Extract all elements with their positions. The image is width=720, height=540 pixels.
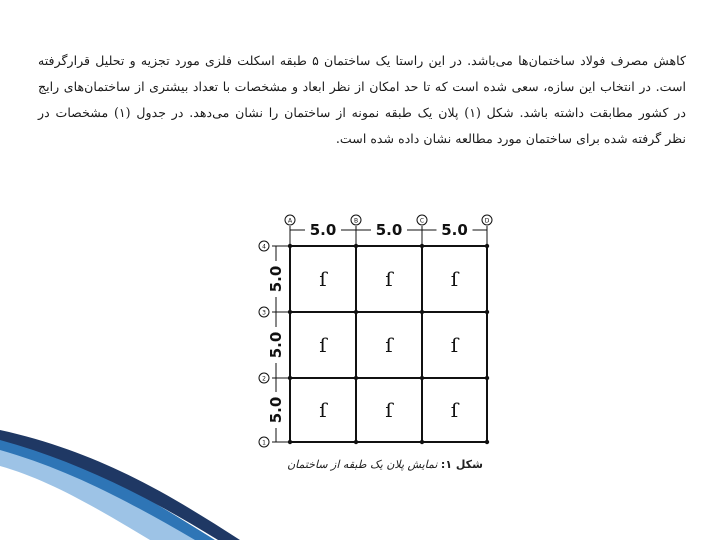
figure-caption-label: شکل ۱: <box>440 458 483 471</box>
grid-joint <box>288 310 292 314</box>
grid-joint <box>354 310 358 314</box>
slab-direction-symbol: ſ <box>450 267 459 291</box>
axis-label-2: 2 <box>262 375 266 383</box>
grid-joint <box>485 376 489 380</box>
grid-joint <box>354 244 358 248</box>
body-line-1: کاهش مصرف فولاد ساختمان‌ها می‌باشد. در این راستا یک ساختمان ۵ طبقه اسکلت فلزی مورد تجزیه و تحلیل قرارگرفته <box>38 53 686 68</box>
grid-joint <box>288 244 292 248</box>
axis-label-4: 4 <box>262 243 266 251</box>
slab-direction-symbol: ſ <box>385 333 393 357</box>
slab-direction-symbol: ſ <box>319 333 327 357</box>
top-dim-label: 5.0 <box>441 221 468 239</box>
slab-direction-symbol: ſ <box>450 333 459 357</box>
axis-label-1: 1 <box>262 439 266 447</box>
swoosh-mid-band <box>0 434 215 540</box>
axis-label-D: D <box>484 217 490 225</box>
slab-direction-symbol: ſ <box>450 398 459 422</box>
floor-plan-drawing <box>250 210 510 450</box>
left-dim-label: 5.0 <box>267 331 285 359</box>
slab-direction-symbol: ſ <box>385 267 393 291</box>
top-dim-label: 5.0 <box>375 221 403 239</box>
figure-caption-text: نمایش پلان یک طبقه از ساختمان <box>287 458 441 471</box>
body-line-3: در کشور مطابقت داشته باشد. شکل (۱) پلان یک طبقه نمونه از ساختمان را نشان می‌دهد. در جدول (۱) مشخصات در <box>38 105 686 120</box>
slab-direction-symbol: ſ <box>319 398 327 422</box>
slab-direction-symbol: ſ <box>385 398 393 422</box>
swoosh-dark-band <box>0 430 240 540</box>
top-dim-label: 5.0 <box>309 221 337 239</box>
grid-joint <box>420 376 424 380</box>
grid-joint <box>485 310 489 314</box>
grid-joint <box>420 244 424 248</box>
left-dim-label: 5.0 <box>267 265 285 293</box>
body-paragraph <box>38 48 686 152</box>
decorative-swoosh <box>0 430 720 540</box>
axis-label-C: C <box>419 217 425 225</box>
axis-label-B: B <box>353 217 359 225</box>
floor-plan-figure <box>250 210 510 450</box>
grid-joint <box>420 310 424 314</box>
body-line-2: است. در انتخاب این سازه، سعی شده است که تا حد امکان از نظر ابعاد و مشخصات با تعداد بیشتری از ساختمان‌های رایج <box>38 79 686 94</box>
grid-joint <box>288 376 292 380</box>
axis-label-A: A <box>287 217 293 225</box>
slab-direction-symbol: ſ <box>319 267 327 291</box>
body-line-4: نظر گرفته شده برای ساختمان مورد مطالعه نشان داده شده است. <box>335 131 686 146</box>
grid-joint <box>485 244 489 248</box>
axis-label-3: 3 <box>262 309 266 317</box>
grid-joint <box>354 376 358 380</box>
left-dim-label: 5.0 <box>267 396 285 424</box>
